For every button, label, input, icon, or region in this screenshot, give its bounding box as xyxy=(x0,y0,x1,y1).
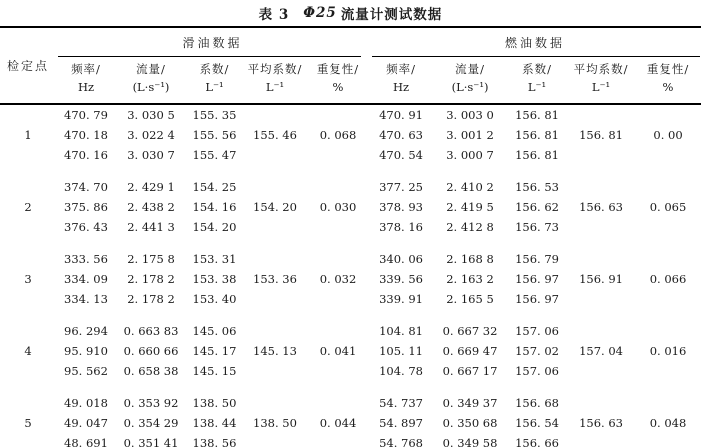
cell-oil-flow: 0. 658 38 xyxy=(123,363,179,378)
cell-oil-repeatability: 0. 030 xyxy=(319,199,357,214)
cell-oil-avg-coefficient: 138. 50 xyxy=(253,415,297,430)
group-spacer xyxy=(0,237,701,249)
cell-oil-frequency: 49. 018 xyxy=(64,395,108,410)
cell-oil-frequency: 376. 43 xyxy=(64,219,108,234)
cell-fuel-flow: 2. 412 8 xyxy=(446,219,494,234)
cell-oil-flow: 3. 030 5 xyxy=(127,107,175,122)
spacer-cell xyxy=(0,165,701,177)
cell-verification-point: 5 xyxy=(24,415,32,430)
header-line2: (L·s⁻¹) xyxy=(451,79,489,94)
col-header-fuel-repeatability xyxy=(635,57,701,104)
cell-oil-flow: 0. 660 66 xyxy=(123,343,179,358)
cell-fuel-coefficient: 156. 97 xyxy=(515,271,559,286)
header-line1: 平均系数/ xyxy=(573,62,629,76)
cell-oil-coefficient: 153. 38 xyxy=(192,271,237,286)
cell-oil-repeatability: 0. 068 xyxy=(319,127,357,142)
cell-fuel-coefficient: 156. 81 xyxy=(515,127,559,142)
table-title xyxy=(0,0,701,26)
cell-fuel-coefficient: 156. 68 xyxy=(515,395,559,410)
cell-fuel-frequency: 339. 91 xyxy=(379,291,423,306)
cell-fuel-avg-coefficient: 157. 04 xyxy=(579,343,623,358)
cell-oil-avg-coefficient: 153. 36 xyxy=(253,271,297,286)
group-spacer xyxy=(0,165,701,177)
cell-fuel-flow: 2. 163 2 xyxy=(446,271,494,286)
cell-fuel-coefficient: 156. 53 xyxy=(515,179,559,194)
header-line1: 系数/ xyxy=(522,62,552,76)
cell-oil-frequency: 95. 910 xyxy=(64,343,108,358)
cell-fuel-frequency: 340. 06 xyxy=(379,251,423,266)
cell-fuel-repeatability: 0. 066 xyxy=(649,271,687,286)
cell-oil-frequency: 333. 56 xyxy=(64,251,108,266)
cell-oil-frequency: 334. 09 xyxy=(64,271,108,286)
cell-oil-coefficient: 138. 44 xyxy=(192,415,237,430)
cell-oil-flow: 3. 022 4 xyxy=(127,127,175,142)
cell-oil-repeatability: 0. 032 xyxy=(319,271,357,286)
cell-verification-point: 1 xyxy=(24,127,32,142)
cell-oil-avg-coefficient: 155. 46 xyxy=(253,127,297,142)
table-body xyxy=(0,104,701,447)
cell-oil-coefficient: 153. 40 xyxy=(192,291,237,306)
col-header-fuel-flow xyxy=(433,57,507,104)
cell-fuel-coefficient: 156. 66 xyxy=(515,435,559,447)
cell-fuel-frequency: 54. 737 xyxy=(379,395,423,410)
diameter-symbol: Φ25 xyxy=(303,5,337,21)
cell-oil-coefficient: 138. 56 xyxy=(192,435,237,447)
cell-oil-frequency: 334. 13 xyxy=(64,291,108,306)
group-header-fuel xyxy=(369,27,701,57)
cell-fuel-flow: 3. 001 2 xyxy=(446,127,494,142)
col-header-oil-frequency xyxy=(56,57,116,104)
flowmeter-data-table xyxy=(0,26,701,447)
cell-oil-frequency: 470. 16 xyxy=(64,147,108,162)
table-row xyxy=(0,177,701,197)
cell-fuel-flow: 0. 669 47 xyxy=(442,343,498,358)
cell-oil-coefficient: 155. 35 xyxy=(192,107,237,122)
cell-fuel-flow: 0. 667 32 xyxy=(442,323,498,338)
cell-fuel-coefficient: 157. 06 xyxy=(515,323,559,338)
cell-oil-frequency: 49. 047 xyxy=(64,415,108,430)
cell-oil-frequency: 470. 18 xyxy=(64,127,108,142)
cell-oil-flow: 2. 178 2 xyxy=(127,271,175,286)
cell-fuel-frequency: 54. 768 xyxy=(379,435,423,447)
header-line1: 重复性/ xyxy=(316,62,360,76)
cell-oil-flow: 0. 353 92 xyxy=(123,395,179,410)
cell-oil-avg-coefficient: 154. 20 xyxy=(253,199,297,214)
table-row xyxy=(0,104,701,125)
cell-oil-flow: 2. 438 2 xyxy=(127,199,175,214)
cell-fuel-frequency: 378. 93 xyxy=(379,199,423,214)
cell-fuel-flow: 2. 168 8 xyxy=(446,251,494,266)
header-line2: L⁻¹ xyxy=(527,79,547,94)
col-header-fuel-coefficient xyxy=(507,57,567,104)
corner-header-verification-point: 检定点 xyxy=(0,27,56,104)
group-header-row xyxy=(0,27,701,57)
col-header-fuel-avg-coefficient xyxy=(567,57,635,104)
cell-oil-flow: 3. 030 7 xyxy=(127,147,175,162)
cell-fuel-coefficient: 156. 81 xyxy=(515,147,559,162)
cell-oil-frequency: 470. 79 xyxy=(64,107,108,122)
cell-fuel-frequency: 54. 897 xyxy=(379,415,423,430)
cell-fuel-coefficient: 156. 62 xyxy=(515,199,559,214)
header-line2: L⁻¹ xyxy=(591,79,611,94)
cell-oil-flow: 2. 175 8 xyxy=(127,251,175,266)
cell-fuel-flow: 2. 410 2 xyxy=(446,179,494,194)
table-row xyxy=(0,249,701,269)
cell-fuel-flow: 0. 349 58 xyxy=(442,435,498,447)
cell-fuel-coefficient: 157. 02 xyxy=(515,343,559,358)
cell-fuel-coefficient: 156. 73 xyxy=(515,219,559,234)
cell-oil-repeatability: 0. 041 xyxy=(319,343,357,358)
header-line2: % xyxy=(662,79,674,94)
header-line2: L⁻¹ xyxy=(265,79,285,94)
cell-verification-point: 4 xyxy=(24,343,32,358)
cell-fuel-frequency: 470. 91 xyxy=(379,107,423,122)
cell-oil-avg-coefficient: 145. 13 xyxy=(253,343,297,358)
header-line1: 流量/ xyxy=(136,62,166,76)
header-line1: 重复性/ xyxy=(646,62,690,76)
table-number: 表 3 xyxy=(258,7,290,23)
cell-verification-point: 2 xyxy=(24,199,32,214)
group-label-fuel: 燃油数据 xyxy=(505,36,566,50)
group-spacer xyxy=(0,309,701,321)
cell-fuel-flow: 0. 349 37 xyxy=(442,395,498,410)
group-label-oil: 滑油数据 xyxy=(182,36,243,50)
cell-fuel-coefficient: 156. 79 xyxy=(515,251,559,266)
col-header-oil-flow xyxy=(116,57,186,104)
cell-oil-coefficient: 145. 15 xyxy=(192,363,237,378)
cell-verification-point: 3 xyxy=(24,271,32,286)
col-header-fuel-frequency xyxy=(369,57,433,104)
cell-fuel-avg-coefficient: 156. 91 xyxy=(579,271,623,286)
cell-fuel-repeatability: 0. 016 xyxy=(649,343,687,358)
column-header-row xyxy=(0,57,701,104)
cell-fuel-frequency: 470. 54 xyxy=(379,147,423,162)
cell-fuel-repeatability: 0. 048 xyxy=(649,415,687,430)
cell-fuel-flow: 0. 667 17 xyxy=(442,363,498,378)
cell-fuel-repeatability: 0. 065 xyxy=(649,199,687,214)
cell-oil-coefficient: 154. 16 xyxy=(192,199,237,214)
cell-oil-frequency: 96. 294 xyxy=(64,323,108,338)
header-line1: 频率/ xyxy=(386,62,416,76)
header-line2: (L·s⁻¹) xyxy=(132,79,170,94)
cell-oil-frequency: 375. 86 xyxy=(64,199,108,214)
table-caption: 流量计测试数据 xyxy=(340,7,443,23)
cell-oil-flow: 0. 351 41 xyxy=(123,435,179,447)
cell-oil-frequency: 374. 70 xyxy=(64,179,108,194)
cell-oil-flow: 2. 429 1 xyxy=(127,179,175,194)
spacer-cell xyxy=(0,381,701,393)
cell-oil-coefficient: 145. 17 xyxy=(192,343,237,358)
cell-fuel-flow: 2. 419 5 xyxy=(446,199,494,214)
cell-fuel-frequency: 104. 81 xyxy=(379,323,423,338)
cell-fuel-coefficient: 156. 54 xyxy=(515,415,559,430)
col-header-oil-avg-coefficient xyxy=(243,57,307,104)
cell-fuel-frequency: 377. 25 xyxy=(379,179,423,194)
cell-fuel-coefficient: 157. 06 xyxy=(515,363,559,378)
cell-oil-flow: 2. 441 3 xyxy=(127,219,175,234)
cell-oil-repeatability: 0. 044 xyxy=(319,415,357,430)
cell-oil-coefficient: 155. 56 xyxy=(192,127,237,142)
cell-fuel-frequency: 470. 63 xyxy=(379,127,423,142)
cell-fuel-flow: 0. 350 68 xyxy=(442,415,498,430)
cell-oil-coefficient: 138. 50 xyxy=(192,395,237,410)
header-line1: 频率/ xyxy=(71,62,101,76)
cell-fuel-avg-coefficient: 156. 63 xyxy=(579,415,623,430)
spacer-cell xyxy=(0,309,701,321)
cell-fuel-frequency: 105. 11 xyxy=(379,343,423,358)
cell-fuel-avg-coefficient: 156. 81 xyxy=(579,127,623,142)
cell-fuel-frequency: 378. 16 xyxy=(379,219,423,234)
cell-oil-coefficient: 154. 25 xyxy=(192,179,237,194)
cell-fuel-frequency: 339. 56 xyxy=(379,271,423,286)
cell-oil-coefficient: 145. 06 xyxy=(192,323,237,338)
spacer-cell xyxy=(0,237,701,249)
cell-oil-coefficient: 154. 20 xyxy=(192,219,237,234)
col-header-oil-repeatability xyxy=(307,57,369,104)
cell-oil-coefficient: 155. 47 xyxy=(192,147,237,162)
cell-fuel-coefficient: 156. 81 xyxy=(515,107,559,122)
cell-fuel-flow: 3. 000 7 xyxy=(446,147,494,162)
table-row xyxy=(0,393,701,413)
cell-oil-flow: 0. 663 83 xyxy=(123,323,179,338)
header-line1: 平均系数/ xyxy=(247,62,303,76)
group-spacer xyxy=(0,381,701,393)
table-row xyxy=(0,321,701,341)
header-line2: L⁻¹ xyxy=(205,79,224,94)
header-line1: 流量/ xyxy=(455,62,485,76)
cell-oil-flow: 2. 178 2 xyxy=(127,291,175,306)
cell-fuel-flow: 2. 165 5 xyxy=(446,291,494,306)
header-line1: 系数/ xyxy=(199,62,230,76)
cell-oil-coefficient: 153. 31 xyxy=(192,251,237,266)
group-header-oil xyxy=(56,27,369,57)
cell-fuel-coefficient: 156. 97 xyxy=(515,291,559,306)
cell-fuel-frequency: 104. 78 xyxy=(379,363,423,378)
cell-oil-frequency: 48. 691 xyxy=(64,435,108,447)
header-line2: Hz xyxy=(77,79,95,94)
col-header-oil-coefficient xyxy=(186,57,243,104)
cell-oil-frequency: 95. 562 xyxy=(64,363,108,378)
header-line2: Hz xyxy=(392,79,410,94)
cell-oil-flow: 0. 354 29 xyxy=(123,415,179,430)
cell-fuel-avg-coefficient: 156. 63 xyxy=(579,199,623,214)
cell-fuel-flow: 3. 003 0 xyxy=(446,107,494,122)
cell-fuel-repeatability: 0. 00 xyxy=(653,127,683,142)
header-line2: % xyxy=(332,79,344,94)
